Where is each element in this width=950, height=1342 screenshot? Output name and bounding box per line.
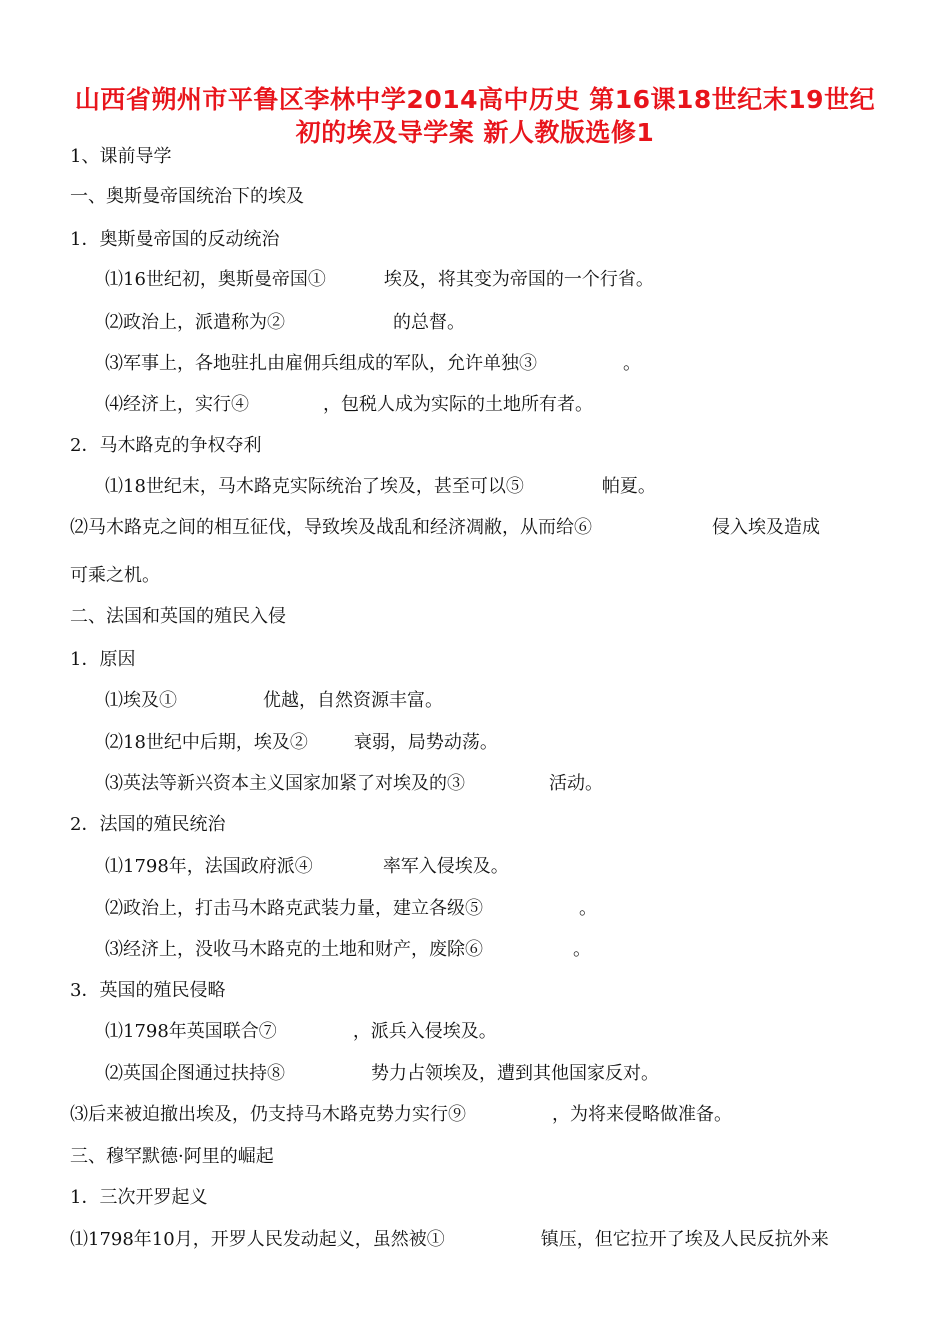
fill-blank-line: ⑶军事上，各地驻扎由雇佣兵组成的军队，允许单独③ 。 (105, 353, 641, 374)
fill-blank-line: ⑶后来被迫撤出埃及，仍支持马木路克势力实行⑨ ，为将来侵略做准备。 (70, 1104, 732, 1125)
section-heading-muhammad-ali: 三、穆罕默德·阿里的崛起 (70, 1146, 274, 1167)
fill-blank-line: ⑵政治上，派遣称为② 的总督。 (105, 312, 465, 333)
fill-blank-line: ⑴埃及① 优越，自然资源丰富。 (105, 690, 443, 711)
section-heading-colonial-invasion: 二、法国和英国的殖民入侵 (70, 606, 286, 627)
subheading-british-invasion: 3．英国的殖民侵略 (70, 980, 226, 1001)
fill-blank-line: ⑵18世纪中后期，埃及② 衰弱，局势动荡。 (105, 732, 498, 753)
title-line-2: 初的埃及导学案 新人教版选修1 (295, 118, 655, 147)
subheading-causes: 1．原因 (70, 649, 136, 670)
title-line-1: 山西省朔州市平鲁区李林中学2014高中历史 第16课18世纪末19世纪 (74, 85, 876, 114)
fill-blank-line: ⑴18世纪末，马木路克实际统治了埃及，甚至可以⑤ 帕夏。 (105, 476, 656, 497)
fill-blank-line: ⑴1798年英国联合⑦ ，派兵入侵埃及。 (105, 1021, 497, 1042)
fill-blank-line: ⑷经济上，实行④ ，包税人成为实际的土地所有者。 (105, 394, 593, 415)
subheading-french-rule: 2．法国的殖民统治 (70, 814, 226, 835)
fill-blank-line: ⑶英法等新兴资本主义国家加紧了对埃及的③ 活动。 (105, 773, 603, 794)
subheading-mamluk-struggle: 2．马木路克的争权夺利 (70, 435, 262, 456)
text-line: 可乘之机。 (70, 565, 160, 586)
fill-blank-line: ⑶经济上，没收马木路克的土地和财产，废除⑥ 。 (105, 939, 591, 960)
section-heading-ottoman-egypt: 一、奥斯曼帝国统治下的埃及 (70, 186, 304, 207)
fill-blank-line: ⑵英国企图通过扶持⑧ 势力占领埃及，遭到其他国家反对。 (105, 1063, 659, 1084)
subheading-cairo-uprisings: 1．三次开罗起义 (70, 1187, 208, 1208)
fill-blank-line: ⑴1798年，法国政府派④ 率军入侵埃及。 (105, 856, 509, 877)
section-heading-pre-study: 1、课前导学 (70, 146, 172, 167)
fill-blank-line: ⑵马木路克之间的相互征伐，导致埃及战乱和经济凋敝，从而给⑥ 侵入埃及造成 (70, 517, 820, 538)
fill-blank-line: ⑴1798年10月，开罗人民发动起义，虽然被① 镇压，但它拉开了埃及人民反抗外来 (70, 1229, 829, 1250)
fill-blank-line: ⑴16世纪初，奥斯曼帝国① 埃及，将其变为帝国的一个行省。 (105, 269, 654, 290)
fill-blank-line: ⑵政治上，打击马木路克武装力量，建立各级⑤ 。 (105, 898, 597, 919)
subheading-reactionary-rule: 1．奥斯曼帝国的反动统治 (70, 229, 280, 250)
